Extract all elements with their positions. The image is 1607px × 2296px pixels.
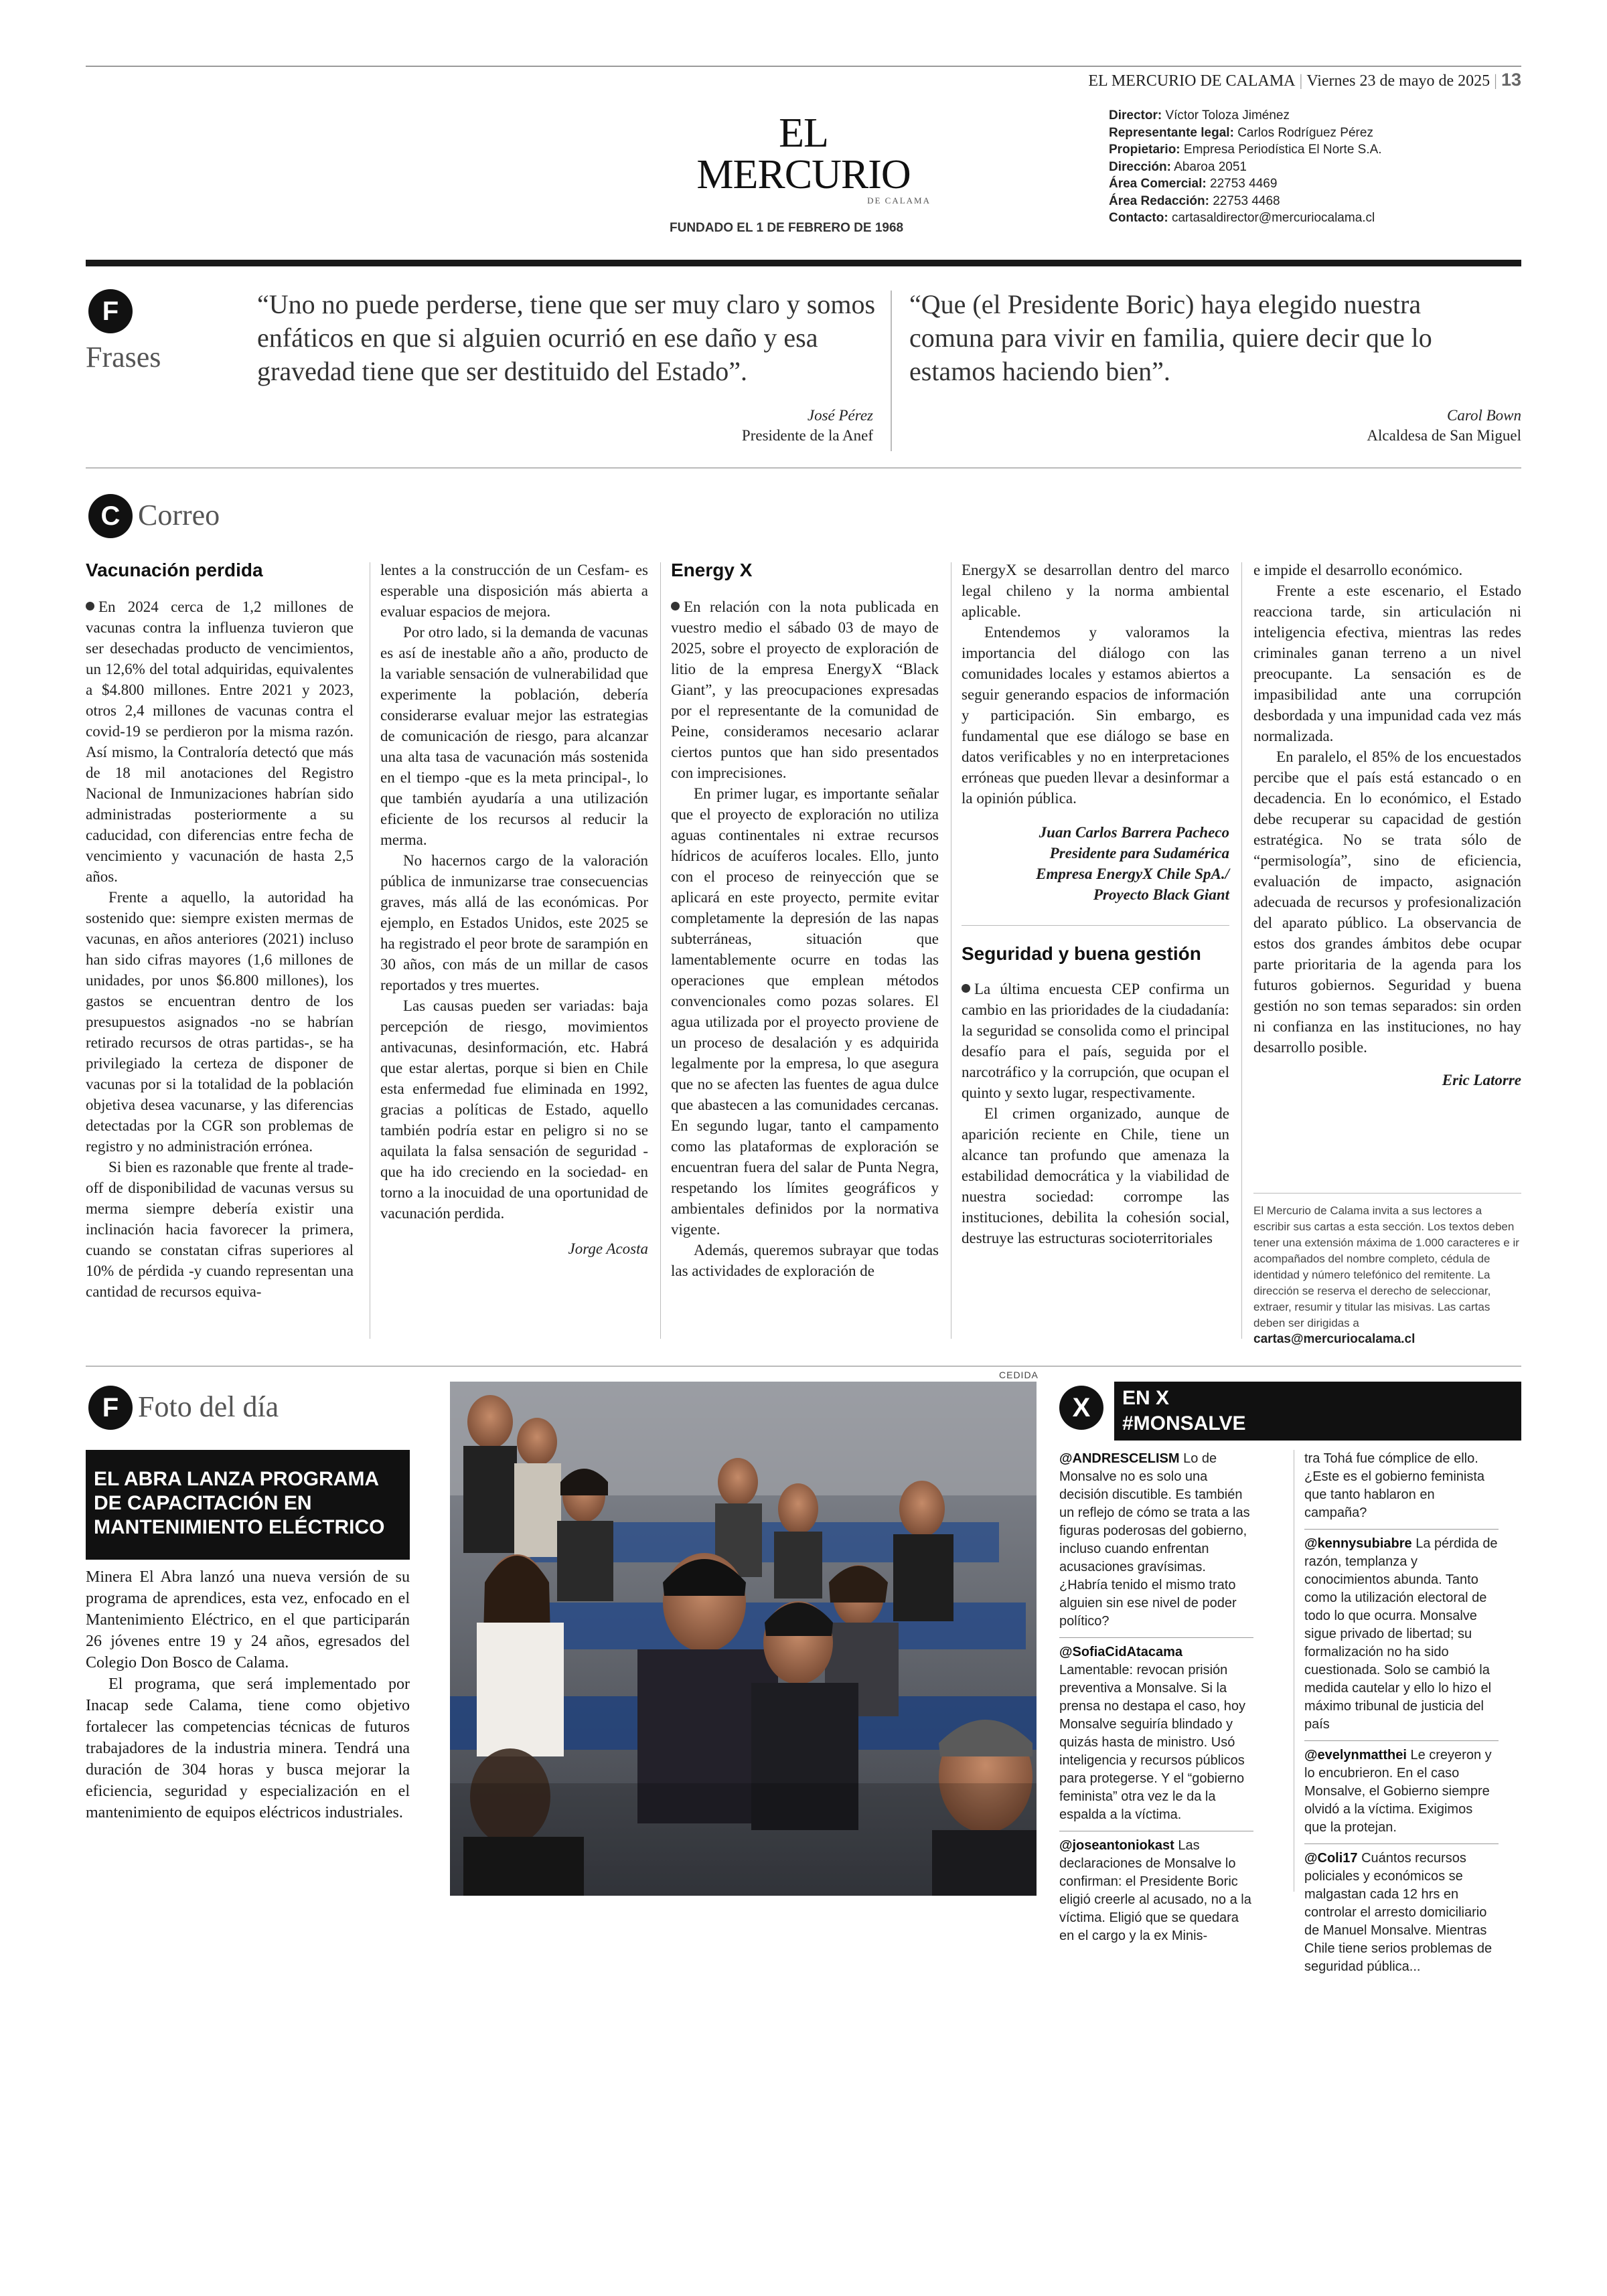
letter-2-signature: Juan Carlos Barrera Pacheco Presidente para Sudamérica Empresa EnergyX Chile SpA./ Proyecto Black Giant xyxy=(1036,824,1229,903)
tweet: @Coli17 Cuántos recursos policiales y económicos se malgastan cada 12 hrs en controlar el arresto domiciliario de Manuel Monsalve. Mientras Chile tiene serios problemas de seguridad pública... xyxy=(1304,1851,1493,1974)
foto-body xyxy=(86,1566,410,1823)
tweet-divider xyxy=(1304,1843,1499,1844)
letter-paragraph: En relación con la nota publicada en vuestro medio el sábado 03 de mayo de 2025, sobre el proyecto de exploración de litio de la empresa EnergyX “Black Giant”, y las preocupaciones expresadas por el representante de la comunidad de Peine, consideramos necesario aclarar ciertos puntos que han sido presentados con imprecisiones. xyxy=(671,598,939,781)
founded-line: FUNDADO EL 1 DE FEBRERO DE 1968 xyxy=(670,221,904,235)
letter-2-col-2 xyxy=(962,560,1229,1248)
letter-paragraph: En 2024 cerca de 1,2 millones de vacunas contra la influenza tuvieron que ser desechadas producto de vencimientos, un 12,6% del total adquiridas, equivalentes a $4.800 millones. Entre 2021 y 2023, otros 2,4 millones de vacunas contra el covid-19 se perdieron por la misma razón. Así mismo, la Contraloría detectó que más de 18 mil anotaciones del Registro Nacional de Inmunizaciones habrían sido administradas posteriormente a su caducidad, con diferencias entre fecha de vencimiento y vacunación de hasta 2,5 años. xyxy=(86,598,354,885)
letter-paragraph: Frente a este escenario, el Estado reacciona tarde, sin articulación ni inteligencia efectiva, mientras las redes criminales ganan terreno a un nivel preocupante. La sensación es de impasibilidad ante una corrupción desbordada y una impunidad cada vez más normalizada. xyxy=(1253,582,1521,744)
letter-1-col-2 xyxy=(380,560,648,1259)
letter-3-block xyxy=(962,925,1229,1248)
foto-photo xyxy=(450,1382,1037,1896)
photo-credit: CEDIDA xyxy=(999,1370,1039,1380)
masthead-sub: DE CALAMA xyxy=(867,195,931,206)
letter-paragraph: Por otro lado, si la demanda de vacunas es así de inestable año a año, producto de la variable sensación de vulnerabilidad que experimente la población, debería considerarse evaluar mejor las estrategias de comunicación de riesgo, para alcanzar una alta tasa de vacunación más sostenida en el tiempo -que es la meta principal-, lo que también ayudaría a una utilización eficiente de los recursos al reducir la merma. xyxy=(380,624,648,848)
tweet-handle[interactable]: @ANDRESCELISM xyxy=(1059,1451,1180,1466)
correo-title: Correo xyxy=(138,499,220,531)
frases-divider xyxy=(891,291,892,451)
bullet-icon xyxy=(671,602,680,610)
notice-text: El Mercurio de Calama invita a sus lectores a escribir sus cartas a esta sección. Los textos deben tener una extensión máxima de 1.000 caracteres e ir acompañados del nombre completo, cédula de identidad y número telefónico del remitente. La dirección se reserva el derecho de seleccionar, extraer, resumir y titular las misivas. Las cartas deben ser dirigidas a xyxy=(1253,1204,1519,1329)
tweet: @evelynmatthei Le creyeron y lo encubrieron. En el caso Monsalve, el Gobierno siempre olvidó a la víctima. Exigimos que la protejan. xyxy=(1304,1748,1492,1835)
staff-line: Director: Víctor Toloza Jiménez xyxy=(1109,108,1290,122)
section-rule xyxy=(86,1366,1521,1367)
quote-1-attribution xyxy=(257,407,873,444)
tweet-divider xyxy=(1304,1529,1499,1530)
top-rule xyxy=(86,66,1521,67)
letters-notice xyxy=(1253,1193,1521,1347)
x-badge-icon: X xyxy=(1059,1386,1103,1430)
tweet-handle[interactable]: @kennysubiabre xyxy=(1304,1536,1412,1551)
bullet-icon xyxy=(86,602,94,610)
masthead xyxy=(670,112,937,236)
tweet: tra Tohá fue cómplice de ello. ¿Este es el gobierno feminista que tanto hablaron en campaña? xyxy=(1304,1451,1485,1520)
tweet: @ANDRESCELISM Lo de Monsalve no es solo una decisión discutible. Es también un reflejo de cómo se trata a las figuras poderosas del gobierno, incluso cuando enfrentan acusaciones gravísimas. ¿Habría tenido el mismo trato alguien sin ese nivel de poder político? xyxy=(1059,1451,1250,1629)
tweet: @joseantoniokast Las declaraciones de Monsalve lo confirman: el Presidente Boric eligió creerle al acusado, no a la víctima. Eligió que se quedara en el cargo y la ex Minis- xyxy=(1059,1838,1251,1943)
letter-3-col-2 xyxy=(1253,560,1521,1090)
letter-paragraph: lentes a la construcción de un Cesfam- es esperable una disposición más abierta a evaluar espacios de mejora. xyxy=(380,562,648,620)
letter-paragraph: En paralelo, el 85% de los encuestados percibe que el país está estancado o en decadencia. En lo económico, el Estado debe recuperar su capacidad de gestión estratégica. No se trata sólo de “permisología”, sino de eficiencia, evaluación de impacto, asignación adecuada de recursos y profesionalización del aparato público. La observancia de estos dos grandes ámbitos debe ocupar parte prioritaria de la agenda para los futuros gobiernos. Seguridad y buena gestión no son temas separados: sin orden ni confianza en las instituciones, no hay desarrollo posible. xyxy=(1253,748,1521,1056)
quote-2-text: “Que (el Presidente Boric) haya elegido nuestra comuna para vivir en familia, quiere decir que lo estamos haciendo bien”. xyxy=(909,289,1432,386)
letter-2-col-1 xyxy=(671,560,939,1281)
letter-1-signature: Jorge Acosta xyxy=(568,1240,648,1257)
frases-title: Frases xyxy=(86,341,161,374)
letter-paragraph: La última encuesta CEP confirma un cambio en las prioridades de la ciudadanía: la seguridad se consolida como el principal desafío para el país, seguida por el narcotráfico y la corrupción, que ocupan el quinto y sexto lugar, respectivamente. xyxy=(962,981,1229,1101)
folio-date: Viernes 23 de mayo de 2025 xyxy=(1306,72,1490,90)
column-divider xyxy=(660,562,661,1339)
letter-paragraph: El crimen organizado, aunque de aparición reciente en Chile, tiene un alcance tan profundo que amenaza la estabilidad democrática y la viabilidad de nuestra sociedad: corrompe las instituciones, debilita la cohesión social, destruye las estructuras socioterritoriales xyxy=(962,1105,1229,1246)
letter-2-headline: Energy X xyxy=(671,560,753,580)
staff-box xyxy=(1109,107,1524,227)
letter-3-signature: Eric Latorre xyxy=(1442,1072,1521,1088)
page-number: 13 xyxy=(1501,70,1521,90)
letter-paragraph: EnergyX se desarrollan dentro del marco legal chileno y la norma ambiental aplicable. xyxy=(962,562,1229,620)
tweet: @SofiaCidAtacama Lamentable: revocan prisión preventiva a Monsalve. Si la prensa no destapa el caso, hoy Monsalve seguiría blindado y quizás hasta de ministro. Usó inteligencia y recursos públicos para protegerse. Y el “gobierno feminista” otra vez le da la espalda a la víctima. xyxy=(1059,1645,1245,1822)
quote-1-name: José Pérez xyxy=(807,407,873,424)
tweets-col-1 xyxy=(1059,1450,1260,1945)
frases-badge-icon: F xyxy=(88,289,133,333)
staff-line: Dirección: Abaroa 2051 xyxy=(1109,159,1247,174)
foto-title: Foto del día xyxy=(138,1390,279,1423)
letter-1-col-1 xyxy=(86,560,354,1302)
column-divider xyxy=(1241,562,1242,1339)
letter-paragraph: e impide el desarrollo económico. xyxy=(1253,562,1463,578)
letter-paragraph: No hacernos cargo de la valoración pública de inmunizarse trae consecuencias graves, más allá de las económicas. Por ejemplo, en Estados Unidos, este 2025 se ha registrado el peor brote de sarampión en 30 años, con más de un millar de casos reportados y tres muertes. xyxy=(380,852,648,993)
staff-line: Propietario: Empresa Periodística El Norte S.A. xyxy=(1109,143,1382,157)
page-folio: EL MERCURIO DE CALAMA | Viernes 23 de mayo de 2025 | 13 xyxy=(1088,70,1521,90)
tweet-divider xyxy=(1304,1740,1499,1741)
letter-paragraph: Las causas pueden ser variadas: baja percepción de riesgo, movimientos antivacunas, desinformación, etc. Habrá que estar alertas, porque si bien en Chile esta enfermedad fue eliminada en 1992, gracias a políticas de Estado, aquello también podría estar en peligro si no se aquilata la falsa sensación de seguridad -que ha ido creciendo en la sociedad- en torno a la inocuidad de una oportunidad de vacunación perdida. xyxy=(380,997,648,1222)
foto-headline: EL ABRA LANZA PROGRAMA DE CAPACITACIÓN EN MANTENIMIENTO ELÉCTRICO xyxy=(94,1468,385,1538)
folio-paper: EL MERCURIO DE CALAMA xyxy=(1088,72,1296,90)
masthead-logo: EL MERCURIO xyxy=(696,110,911,197)
tweet-handle[interactable]: @SofiaCidAtacama xyxy=(1059,1645,1182,1659)
tweet-handle[interactable]: @Coli17 xyxy=(1304,1851,1358,1866)
correo-badge-icon: C xyxy=(88,494,133,538)
letter-3-headline: Seguridad y buena gestión xyxy=(962,943,1201,964)
letter-paragraph: Si bien es razonable que frente al trade-off de disponibilidad de vacunas versus su merma siempre debería existir una inclinación hacia favorecer la primera, cuando se constatan cifras superiores al 10% de pérdida -y cuando representan una cantidad de recursos equiva- xyxy=(86,1159,354,1300)
frases-bottom-rule xyxy=(86,467,1521,469)
tweet-handle[interactable]: @evelynmatthei xyxy=(1304,1748,1407,1762)
foto-badge-icon: F xyxy=(88,1386,133,1430)
foto-paragraph: Minera El Abra lanzó una nueva versión de su programa de aprendices, esta vez, enfocado en el Mantenimiento Eléctrico, en el que participarán 26 jóvenes entre 19 y 24 años, egresados del Colegio Don Bosco de Calama. xyxy=(86,1568,410,1671)
foto-paragraph: El programa, que será implementado por Inacap sede Calama, tiene como objetivo fortalecer las competencias técnicas de futuros trabajadores de la industria minera. Tendrá una duración de 304 horas y busca mejorar la eficiencia, seguridad y especialización en el mantenimiento de equipos eléctricos industriales. xyxy=(86,1675,410,1821)
letter-1-headline: Vacunación perdida xyxy=(86,560,263,580)
quote-2-role: Alcaldesa de San Miguel xyxy=(1367,427,1521,444)
tweet-divider xyxy=(1059,1637,1253,1638)
notice-email[interactable]: cartas@mercuriocalama.cl xyxy=(1253,1332,1415,1346)
letter-paragraph: Entendemos y valoramos la importancia del diálogo con las comunidades locales y estamos abiertos a seguir generando espacios de información y participación. Sin embargo, es fundamental que ese diálogo se base en datos verificables y no en interpretaciones erróneas que pueden llevar a desinformar a la opinión pública. xyxy=(962,624,1229,807)
letter-paragraph: En primer lugar, es importante señalar que el proyecto de exploración no utiliza aguas continentales ni extrae recursos hídricos de acuíferos locales. Ello, junto con el proceso de reinyección que se aplicará en este proyecto, permite evitar completamente la depresión de las napas subterráneas, situación que lamentablemente ocurre en todas las operaciones que emplean métodos convencionales como pozas solares. El agua utilizada por el proyecto proviene de un proceso de desalación y es adquirida legalmente por la empresa, lo que asegura que no se afecten las fuentes de agua dulce que abastecen a las comunidades cercanas. En segundo lugar, tanto el campamento como las plataformas de exploración se encuentran fuera del salar de Punta Negra, respetando los límites geográficos y ambientales definidos por la normativa vigente. xyxy=(671,785,939,1238)
enx-title: EN X #MONSALVE xyxy=(1122,1387,1246,1434)
tweets-col-2 xyxy=(1304,1450,1505,1976)
letter-paragraph: Frente a aquello, la autoridad ha sostenido que: siempre existen mermas de vacunas, en años anteriores (2021) incluso han sido cifras mayores (1,6 millones de unidades, por unos $6.800 millones), los gastos se encuentran dentro de los presupuestos asignados -no se habrían retirado recursos de otras partidas-, se ha privilegiado la certeza de disponer de vacunas por si la totalidad de la población objetiva desea vacunarse, y las diferencias detectadas por la CGR son problemas de registro y no administración errónea. xyxy=(86,889,354,1155)
letter-paragraph: Además, queremos subrayar que todas las actividades de exploración de xyxy=(671,1242,939,1279)
quote-2-name: Carol Bown xyxy=(1447,407,1521,424)
staff-line: Área Redacción: 22753 4468 xyxy=(1109,193,1280,208)
bullet-icon xyxy=(962,984,970,993)
staff-line: Representante legal: Carlos Rodríguez Pérez xyxy=(1109,125,1373,140)
tweet-handle[interactable]: @joseantoniokast xyxy=(1059,1838,1174,1853)
staff-line: Área Comercial: 22753 4469 xyxy=(1109,177,1278,191)
quote-1-role: Presidente de la Anef xyxy=(741,427,873,444)
tweet: @kennysubiabre La pérdida de razón, templanza y conocimientos abunda. Tanto como la utilización electoral de todo lo que ocurra. Monsalve sigue privado de libertad; su formalización no ha sido cuestionada. Solo se cambió la medida cautelar y ello lo hizo el máximo tribunal de justicia del país xyxy=(1304,1536,1498,1732)
thick-rule xyxy=(86,260,1521,266)
staff-line: Contacto: cartasaldirector@mercuriocalama.cl xyxy=(1109,211,1375,225)
quote-2-attribution xyxy=(909,407,1521,444)
quote-1-text: “Uno no puede perderse, tiene que ser muy claro y somos enfáticos en que si alguien ocurrió en ese daño y esa gravedad tiene que ser destituido del Estado”. xyxy=(257,289,876,386)
